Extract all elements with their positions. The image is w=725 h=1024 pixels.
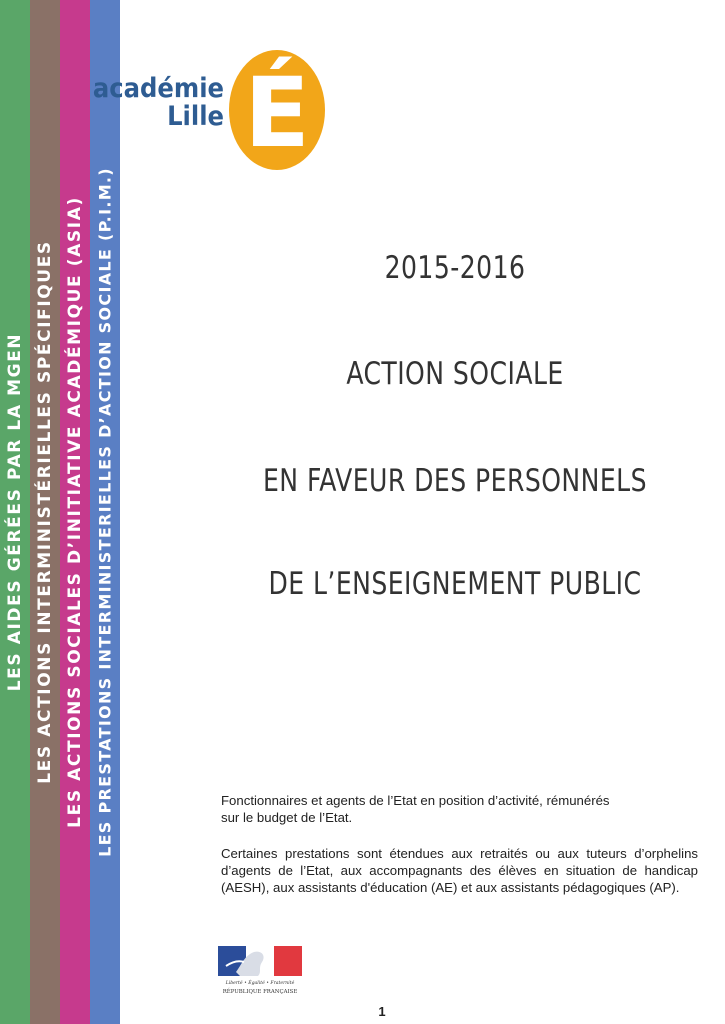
logo-line2: Lille <box>167 101 224 132</box>
title-action-sociale: ACTION SOCIALE <box>346 356 564 392</box>
stripe-pim <box>90 0 120 1024</box>
marianne-logo <box>218 946 304 996</box>
title-enseignement-public: DE L’ENSEIGNEMENT PUBLIC <box>268 566 642 602</box>
logo-letter: É <box>244 57 310 169</box>
marianne-republic: RÉPUBLIQUE FRANÇAISE <box>222 989 298 995</box>
academie-lille-logo <box>92 22 332 172</box>
stripe-interministerial-label: LES ACTIONS INTERMINISTÉRIELLES SPÉCIFIQUES <box>35 240 55 784</box>
intro-line-1: Fonctionnaires et agents de l’Etat en position d’activité, rémunérés <box>221 793 610 808</box>
stripe-asia <box>60 0 90 1024</box>
marianne-motto: Liberté • Égalité • Fraternité <box>225 981 295 986</box>
stripe-pim-label: LES PRESTATIONS INTERMINISTERIELLES D’ACTION SOCIALE (P.I.M.) <box>95 167 115 857</box>
title-faveur-personnels: EN FAVEUR DES PERSONNELS <box>262 463 647 499</box>
intro-line-2: sur le budget de l’Etat. <box>221 810 353 825</box>
intro-paragraph <box>221 792 698 826</box>
stripe-asia-label: LES ACTIONS SOCIALES D’INITIATIVE ACADÉMIQUE (ASIA) <box>65 196 85 828</box>
stripe-mgen-label: LES AIDES GÉRÉES PAR LA MGEN <box>5 332 25 692</box>
logo-line1: académie <box>92 73 224 104</box>
stripe-interministerial <box>30 0 60 1024</box>
stripe-mgen <box>0 0 30 1024</box>
extension-paragraph: Certaines prestations sont étendues aux retraités ou aux tuteurs d’orphelins d’agents de l’Etat, aux accompagnants des élèves en situation de handicap (AESH), aux assistants d'éducation (AE) et aux assistants pédagogiques (AP). <box>221 846 698 895</box>
title-year: 2015-2016 <box>384 250 526 286</box>
page-number: 1 <box>378 1004 386 1019</box>
